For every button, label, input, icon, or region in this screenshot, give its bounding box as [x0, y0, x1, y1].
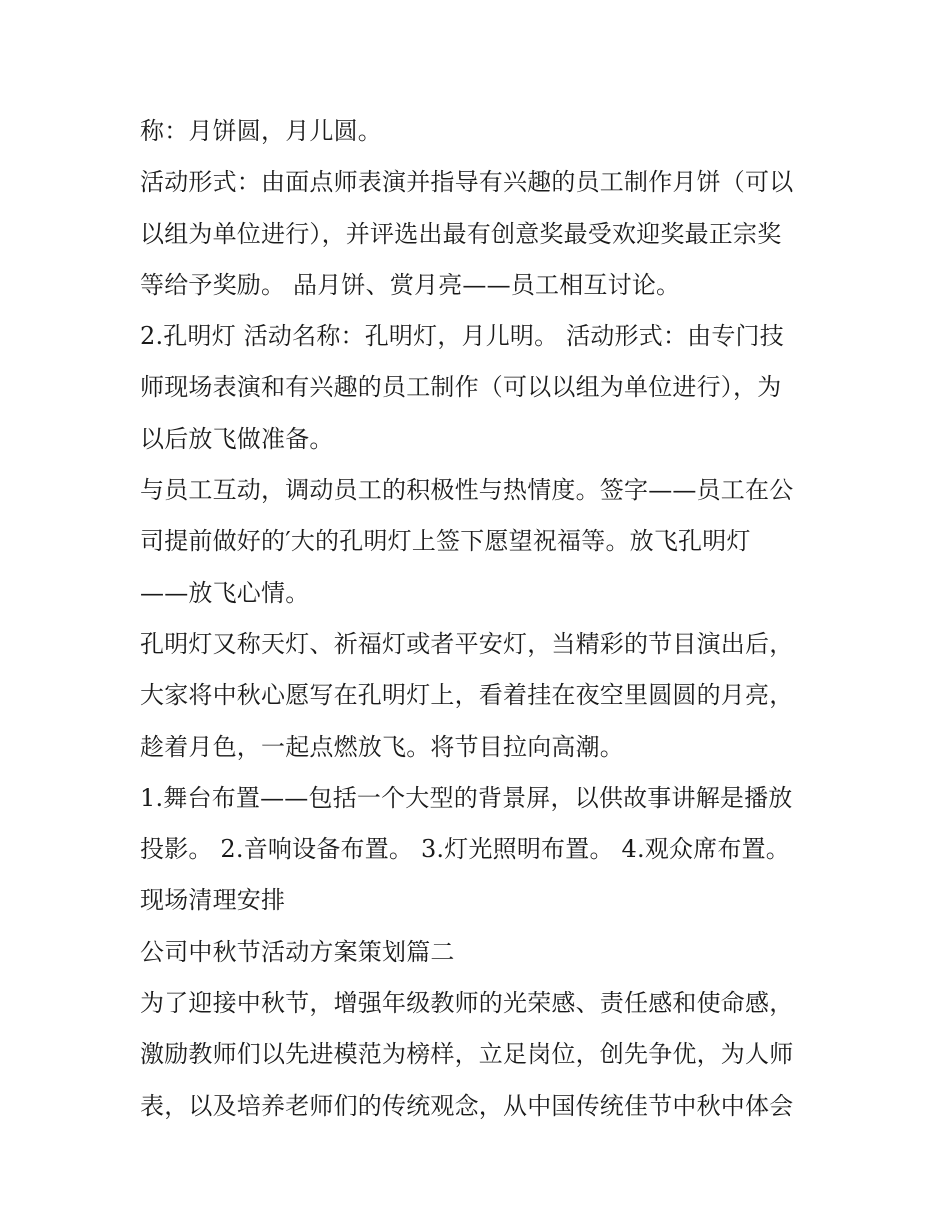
- text-line: ——放飞心情。: [140, 578, 310, 607]
- text-line: 称：月饼圆，月儿圆。: [140, 117, 382, 145]
- text-line: 与员工互动，调动员工的积极性与热情度。签字——员工在公: [140, 476, 794, 505]
- section-heading: 现场清理安排: [140, 886, 286, 915]
- text-line: 2.孔明灯 活动名称：孔明灯，月儿明。 活动形式：由专门技: [140, 322, 784, 351]
- section-heading: 公司中秋节活动方案策划篇二: [140, 937, 455, 966]
- document-body: [140, 106, 830, 1132]
- text-line: 激励教师们以先进模范为榜样，立足岗位，创先争优，为人师: [140, 1040, 794, 1069]
- text-line: 1.舞台布置——包括一个大型的背景屏，以供故事讲解是播放: [140, 783, 793, 812]
- text-line: 司提前做好的′大的孔明灯上签下愿望祝福等。放飞孔明灯: [140, 527, 751, 556]
- text-line: 活动形式：由面点师表演并指导有兴趣的员工制作月饼（可以: [140, 168, 794, 197]
- text-line: 表，以及培养老师们的传统观念，从中国传统佳节中秋中体会: [140, 1091, 794, 1120]
- text-line: 以后放飞做准备。: [140, 424, 334, 453]
- text-line: 以组为单位进行），并评选出最有创意奖最受欢迎奖最正宗奖: [140, 219, 782, 248]
- text-line: 等给予奖励。 品月饼、赏月亮——员工相互讨论。: [140, 270, 681, 299]
- text-line: 师现场表演和有兴趣的员工制作（可以以组为单位进行），为: [140, 373, 782, 402]
- text-line: 投影。 2.音响设备布置。 3.灯光照明布置。 4.观众席布置。: [140, 835, 790, 864]
- text-line: 为了迎接中秋节，增强年级教师的光荣感、责任感和使命感，: [140, 989, 794, 1018]
- text-line: 趁着月色，一起点燃放飞。将节目拉向高潮。: [140, 732, 624, 761]
- text-line: 孔明灯又称天灯、祈福灯或者平安灯，当精彩的节目演出后，: [140, 629, 794, 658]
- text-line: 大家将中秋心愿写在孔明灯上，看着挂在夜空里圆圆的月亮，: [140, 681, 794, 710]
